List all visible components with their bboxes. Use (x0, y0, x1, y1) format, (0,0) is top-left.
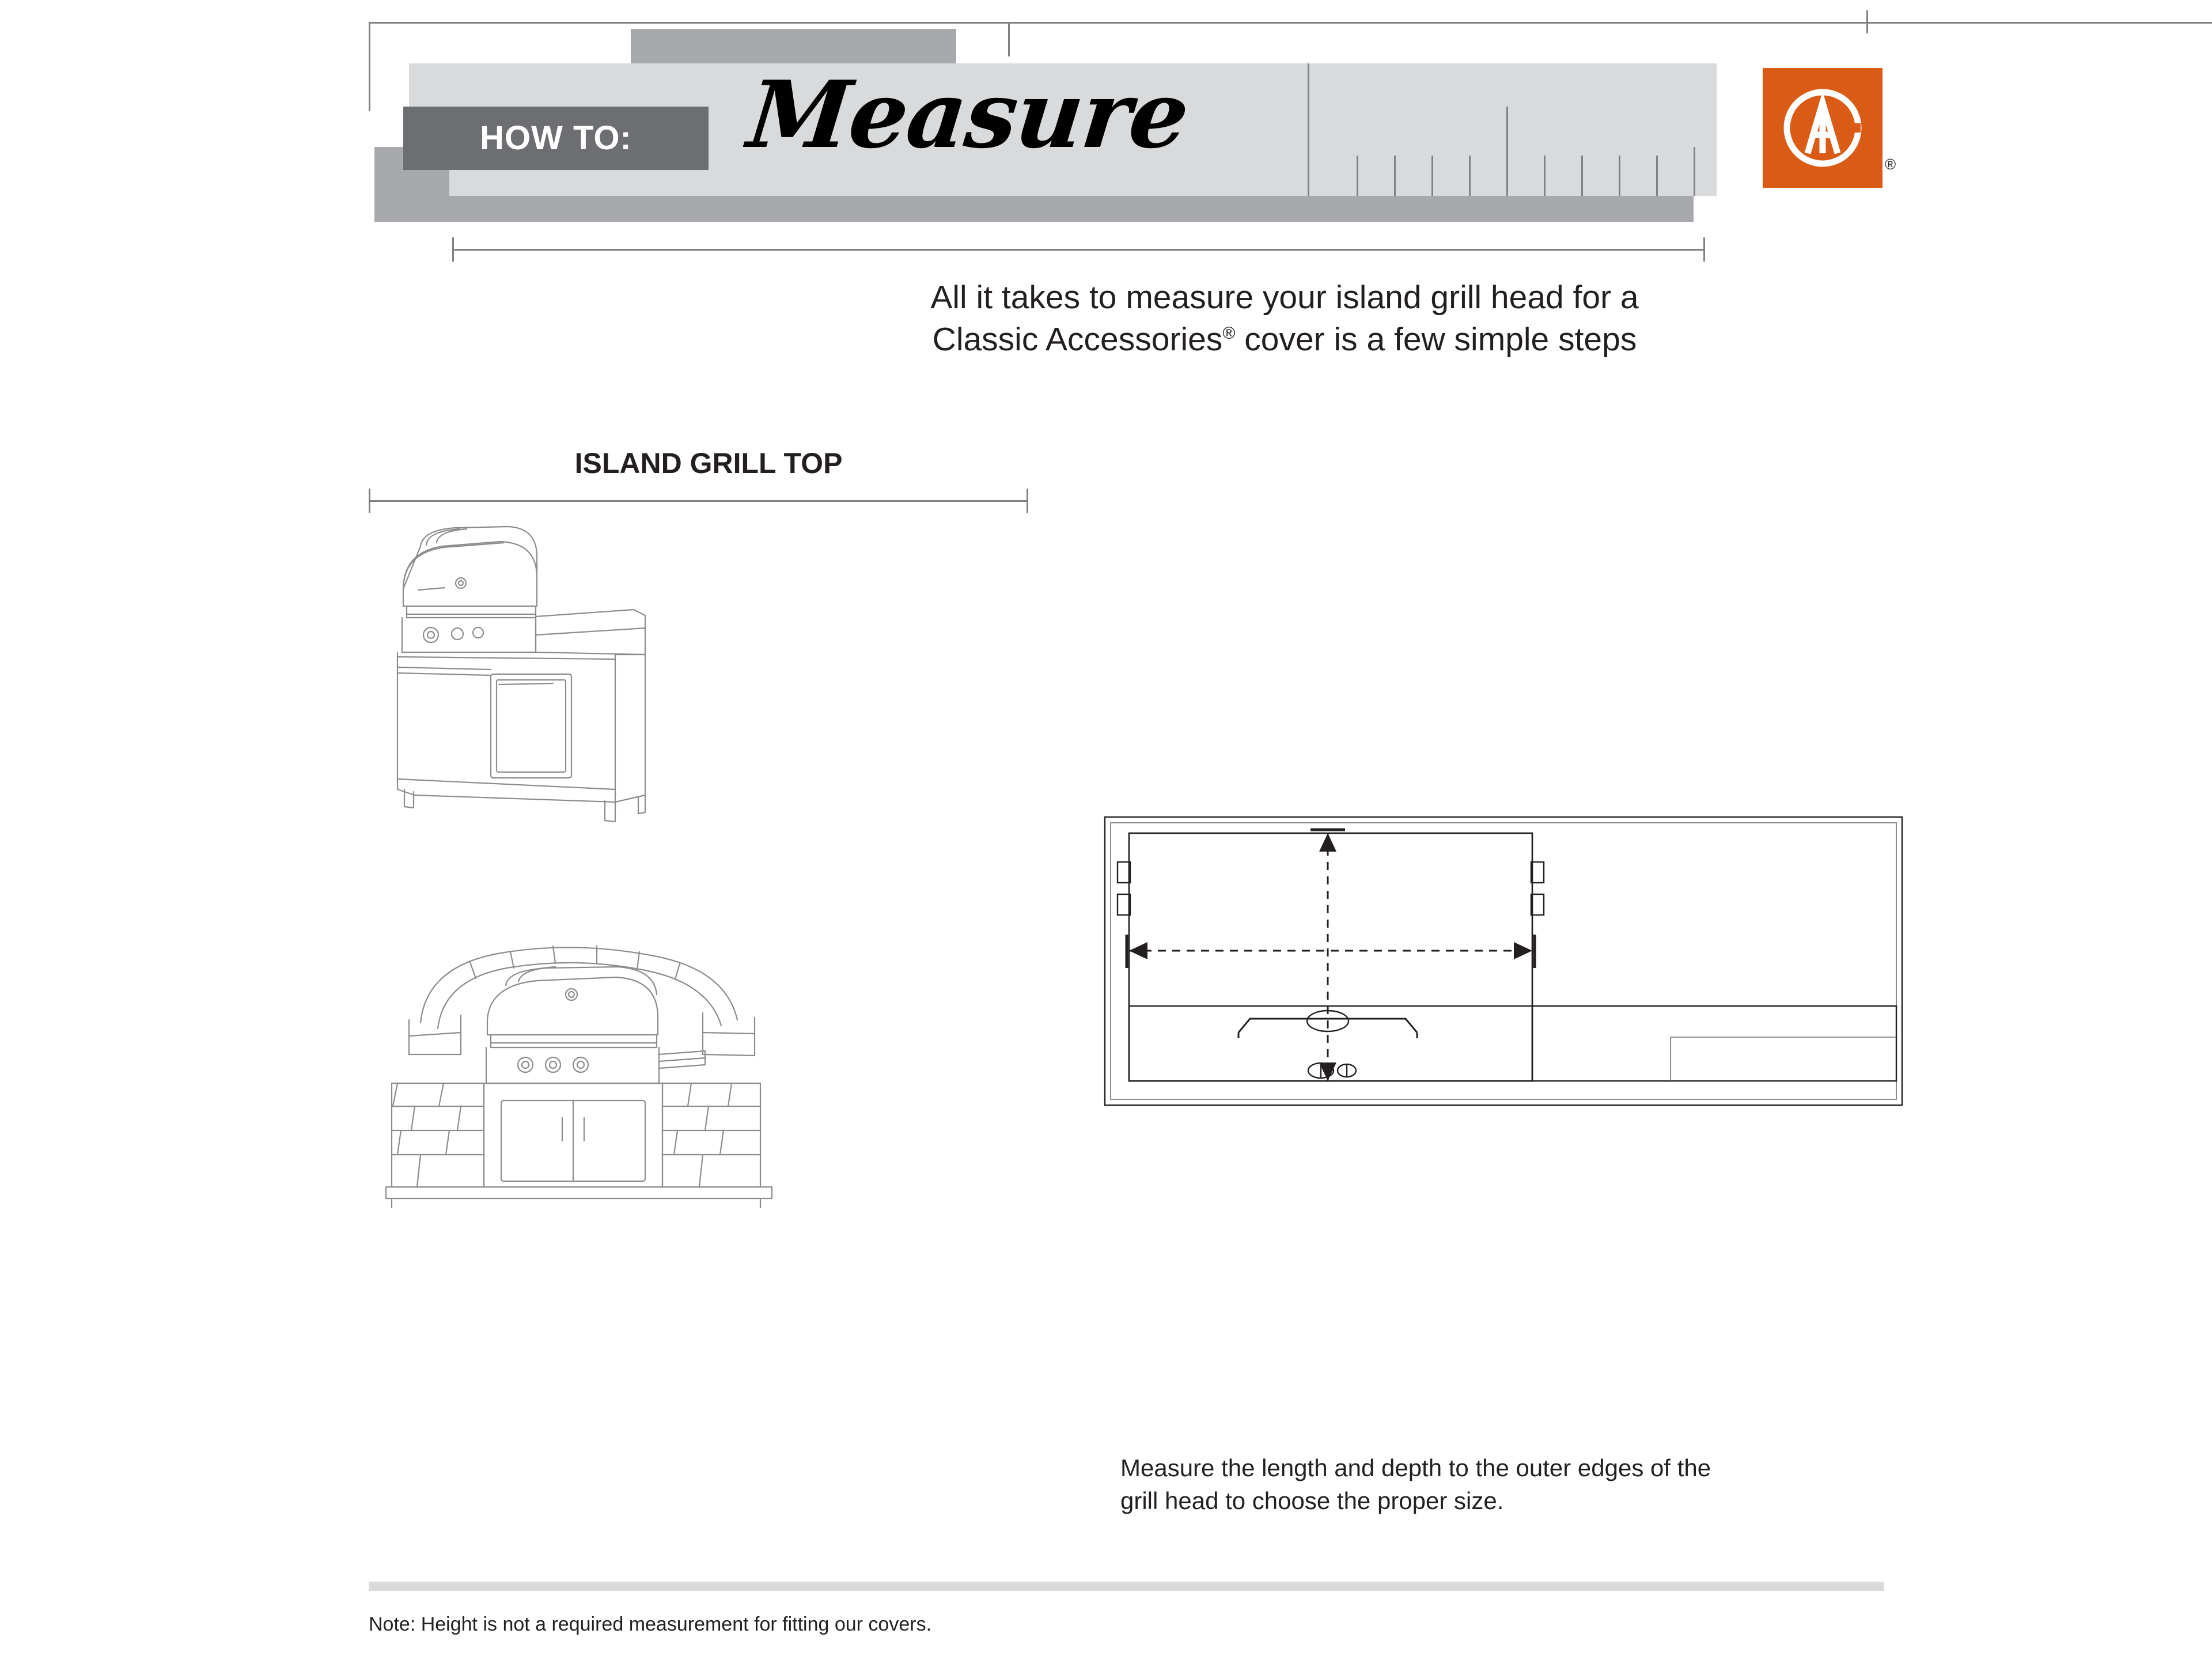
island-grill-stone-illustration (357, 910, 812, 1233)
classic-accessories-logo-icon (1763, 68, 1883, 188)
intro-line-2 (680, 319, 1889, 361)
diagram-caption (1120, 1452, 1904, 1517)
header-dark-block-top (631, 29, 956, 63)
ruler-tick (1469, 156, 1471, 196)
header-top-measure-line (369, 22, 2212, 24)
section-rule-cap-right (1027, 489, 1028, 513)
caption-line-1: Measure the length and depth to the outer edges of the (1120, 1454, 1711, 1481)
ruler-tick (1544, 156, 1546, 196)
header-band (0, 0, 2212, 265)
ruler-tick (1694, 147, 1695, 196)
logo-registered-mark: ® (1885, 156, 1896, 173)
caption-line-2: grill head to choose the proper size. (1120, 1487, 1504, 1514)
ruler-tick (1394, 156, 1396, 196)
intro-line-2-before: Classic Accessories (932, 320, 1223, 358)
intro-registered-mark: ® (1222, 323, 1236, 343)
page-title: Measure (743, 60, 1193, 169)
section-rule (369, 500, 1028, 502)
header-bottom-measure-cap-left (452, 237, 454, 262)
header-bottom-measure-cap-right (1703, 237, 1705, 262)
ruler-tick (1619, 156, 1620, 196)
ruler-tick (1581, 156, 1583, 196)
header-dark-underbar (449, 196, 1694, 222)
intro-line-2-after: cover is a few simple steps (1235, 320, 1637, 358)
ruler-tick (1308, 63, 1309, 196)
footer-divider (369, 1582, 1884, 1591)
intro-text (680, 277, 1889, 361)
header-top-measure-cap-right (1866, 10, 1868, 33)
grill-head-measurement-diagram (1094, 807, 1912, 1164)
howto-label: HOW TO: (480, 119, 632, 157)
ruler-tick (1357, 156, 1358, 196)
ruler-tick (1506, 107, 1508, 196)
ruler-tick (1656, 156, 1658, 196)
section-rule-cap-left (369, 489, 370, 513)
section-title: ISLAND GRILL TOP (574, 447, 843, 479)
intro-line-1: All it takes to measure your island grill head for a (930, 279, 1639, 316)
island-grill-stainless-illustration (363, 519, 720, 830)
footer-note: Note: Height is not a required measurement for fitting our covers. (369, 1613, 932, 1635)
header-bottom-measure-line (452, 249, 1705, 251)
header-top-measure-cap-left (369, 22, 370, 111)
ruler-tick (1431, 156, 1433, 196)
header-top-measure-cap-mid (1008, 22, 1010, 56)
